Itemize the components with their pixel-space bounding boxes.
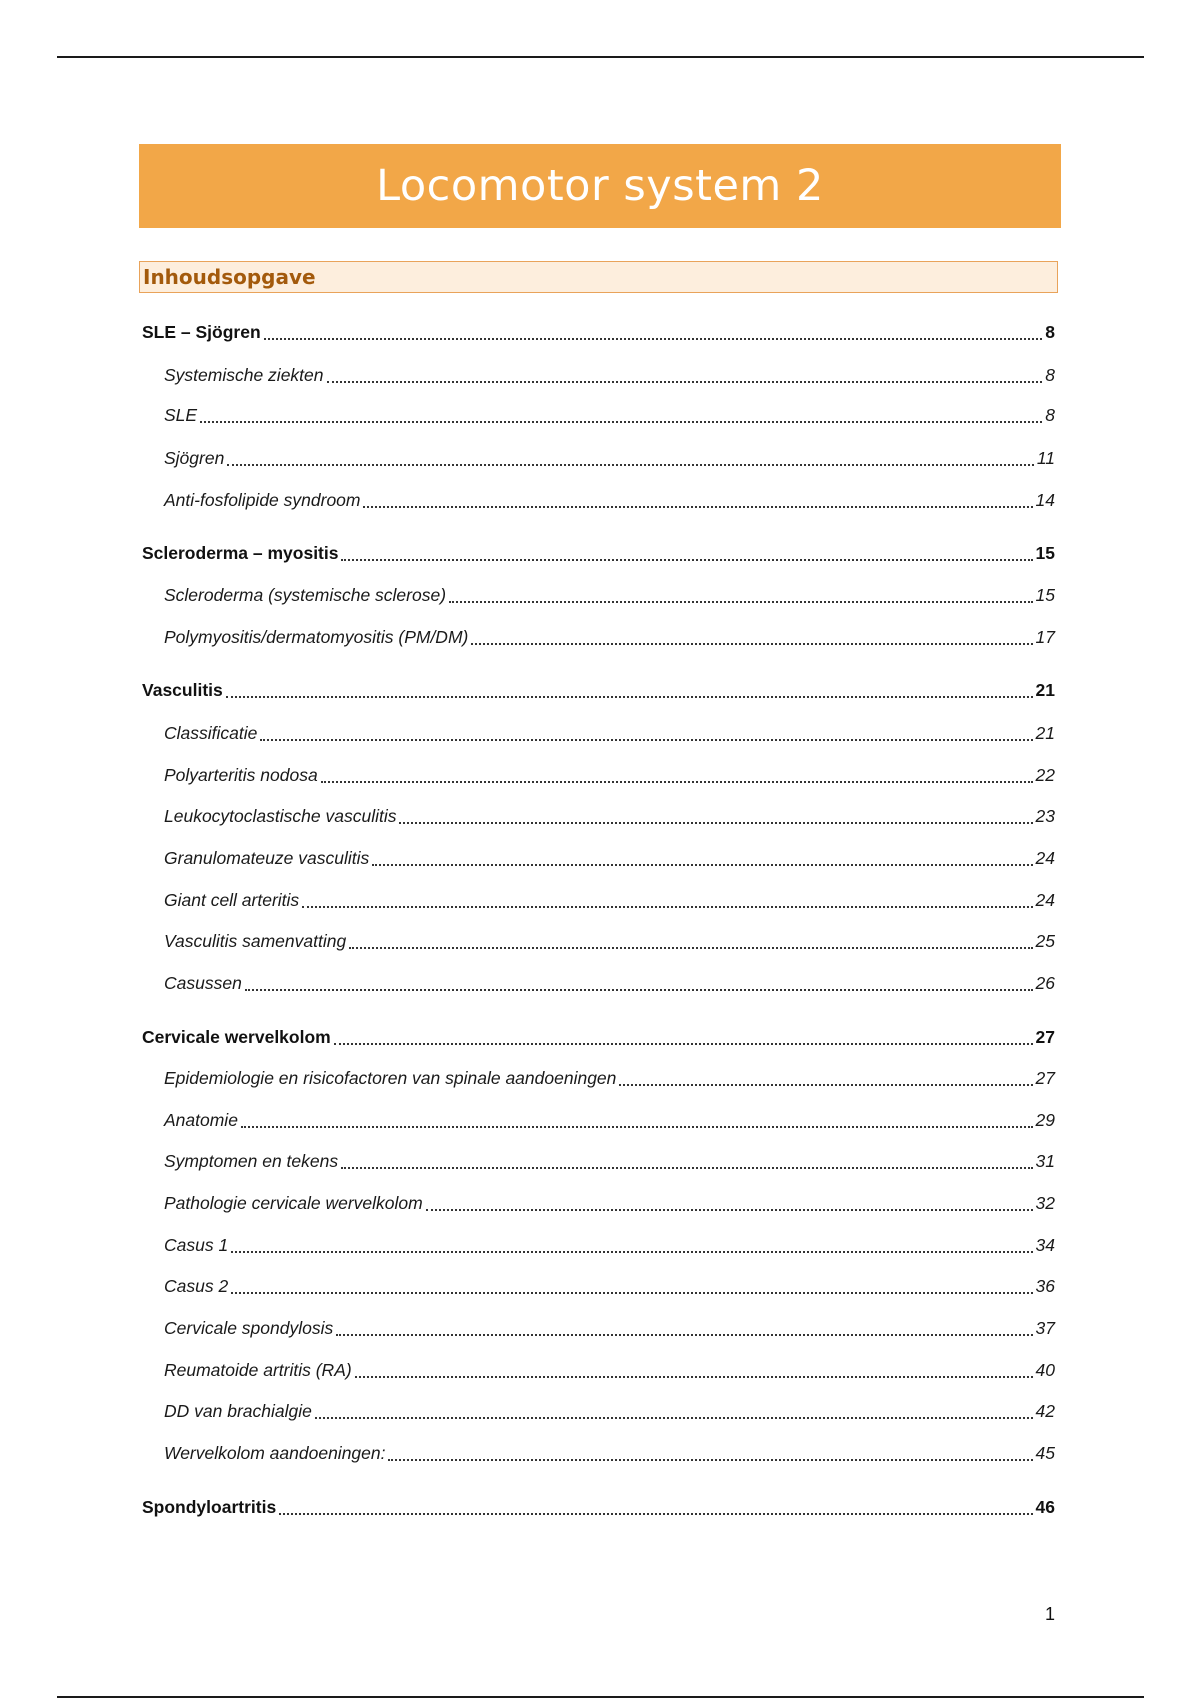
toc-entry-page: 40 bbox=[1035, 1360, 1055, 1380]
toc-section-link[interactable] bbox=[142, 1023, 1055, 1051]
toc-dot-leader bbox=[264, 338, 1043, 340]
toc-entry-page: 32 bbox=[1035, 1193, 1055, 1213]
toc-entry-page: 24 bbox=[1035, 890, 1055, 910]
toc-entry-label: Wervelkolom aandoeningen: bbox=[164, 1443, 386, 1463]
toc-entry-page: 15 bbox=[1035, 585, 1055, 605]
toc-dot-leader bbox=[449, 601, 1033, 603]
toc-entry-label: SLE – Sjögren bbox=[142, 322, 261, 342]
toc-subsection-link[interactable] bbox=[164, 761, 1055, 789]
toc-dot-leader bbox=[231, 1251, 1032, 1253]
toc-dot-leader bbox=[363, 506, 1032, 508]
toc-subsection-link[interactable] bbox=[164, 444, 1055, 472]
toc-entry-page: 45 bbox=[1035, 1443, 1055, 1463]
toc-entry-page: 27 bbox=[1035, 1027, 1055, 1047]
toc-dot-leader bbox=[245, 989, 1033, 991]
toc-entry-label: Casus 1 bbox=[164, 1235, 229, 1255]
toc-entry-page: 8 bbox=[1045, 365, 1055, 385]
toc-entry-page: 8 bbox=[1045, 322, 1055, 342]
toc-entry-label: Reumatoide artritis (RA) bbox=[164, 1360, 352, 1380]
toc-entry-label: Classificatie bbox=[164, 723, 258, 743]
toc-subsection-link[interactable] bbox=[164, 1147, 1055, 1175]
toc-entry-label: Systemische ziekten bbox=[164, 365, 324, 385]
toc-entry-label: Polyarteritis nodosa bbox=[164, 765, 318, 785]
toc-subsection-link[interactable] bbox=[164, 581, 1055, 609]
toc-subsection-link[interactable] bbox=[164, 1189, 1055, 1217]
toc-entry-label: SLE bbox=[164, 405, 198, 425]
toc-subsection-link[interactable] bbox=[164, 844, 1055, 872]
toc-dot-leader bbox=[260, 739, 1032, 741]
toc-dot-leader bbox=[279, 1513, 1032, 1515]
toc-entry-label: Cervicale spondylosis bbox=[164, 1318, 334, 1338]
toc-entry-label: Vasculitis samenvatting bbox=[164, 931, 347, 951]
toc-entry-page: 46 bbox=[1035, 1497, 1055, 1517]
toc-dot-leader bbox=[349, 947, 1032, 949]
toc-dot-leader bbox=[226, 696, 1033, 698]
toc-subsection-link[interactable] bbox=[164, 361, 1055, 389]
toc-subsection-link[interactable] bbox=[164, 486, 1055, 514]
toc-dot-leader bbox=[388, 1459, 1032, 1461]
toc-entry-label: Leukocytoclastische vasculitis bbox=[164, 806, 397, 826]
toc-dot-leader bbox=[302, 906, 1032, 908]
toc-entry-page: 24 bbox=[1035, 848, 1055, 868]
toc-subsection-link[interactable] bbox=[164, 802, 1055, 830]
toc-dot-leader bbox=[334, 1043, 1033, 1045]
toc-section-link[interactable] bbox=[142, 539, 1055, 567]
toc-entry-label: Spondyloartritis bbox=[142, 1497, 277, 1517]
toc-entry-label: Scleroderma – myositis bbox=[142, 543, 339, 563]
toc-subsection-link[interactable] bbox=[164, 1439, 1055, 1467]
toc-entry-page: 37 bbox=[1035, 1318, 1055, 1338]
toc-subsection-link[interactable] bbox=[164, 1106, 1055, 1134]
toc-dot-leader bbox=[336, 1334, 1032, 1336]
toc-entry-label: Cervicale wervelkolom bbox=[142, 1027, 331, 1047]
toc-entry-page: 21 bbox=[1035, 680, 1055, 700]
toc-subsection-link[interactable] bbox=[164, 719, 1055, 747]
toc-entry-page: 17 bbox=[1035, 627, 1055, 647]
toc-entry-page: 36 bbox=[1035, 1276, 1055, 1296]
toc-entry-label: Pathologie cervicale wervelkolom bbox=[164, 1193, 423, 1213]
toc-dot-leader bbox=[327, 381, 1043, 383]
toc-entry-page: 21 bbox=[1035, 723, 1055, 743]
toc-dot-leader bbox=[241, 1126, 1033, 1128]
toc-entry-page: 34 bbox=[1035, 1235, 1055, 1255]
toc-entry-page: 14 bbox=[1035, 490, 1055, 510]
toc-dot-leader bbox=[200, 421, 1042, 423]
toc-subsection-link[interactable] bbox=[164, 1314, 1055, 1342]
toc-dot-leader bbox=[471, 643, 1032, 645]
toc-dot-leader bbox=[426, 1209, 1033, 1211]
toc-section-link[interactable] bbox=[142, 1493, 1055, 1521]
toc-entry-page: 23 bbox=[1035, 806, 1055, 826]
toc-subsection-link[interactable] bbox=[164, 886, 1055, 914]
toc-entry-label: Symptomen en tekens bbox=[164, 1151, 339, 1171]
toc-entry-page: 8 bbox=[1045, 405, 1055, 425]
toc-entry-label: Vasculitis bbox=[142, 680, 223, 700]
toc-entry-page: 26 bbox=[1035, 973, 1055, 993]
toc-subsection-link[interactable] bbox=[164, 927, 1055, 955]
toc-entry-page: 25 bbox=[1035, 931, 1055, 951]
toc-subsection-link[interactable] bbox=[164, 1231, 1055, 1259]
toc-dot-leader bbox=[321, 781, 1033, 783]
toc-entry-label: Casussen bbox=[164, 973, 242, 993]
footer-rule bbox=[57, 1696, 1144, 1698]
toc-entry-label: DD van brachialgie bbox=[164, 1401, 312, 1421]
toc-entry-label: Anti-fosfolipide syndroom bbox=[164, 490, 361, 510]
toc-entry-label: Anatomie bbox=[164, 1110, 238, 1130]
toc-entry-label: Granulomateuze vasculitis bbox=[164, 848, 370, 868]
toc-dot-leader bbox=[341, 1167, 1032, 1169]
toc-entry-page: 22 bbox=[1035, 765, 1055, 785]
page-number: 1 bbox=[1044, 1604, 1055, 1624]
document-title: Locomotor system 2 bbox=[376, 161, 824, 211]
toc-heading: Inhoudsopgave bbox=[143, 265, 316, 289]
toc-entry-label: Scleroderma (systemische sclerose) bbox=[164, 585, 447, 605]
toc-entry-page: 31 bbox=[1035, 1151, 1055, 1171]
toc-entry-page: 29 bbox=[1035, 1110, 1055, 1130]
toc-subsection-link[interactable] bbox=[164, 401, 1055, 429]
toc-subsection-link[interactable] bbox=[164, 1064, 1055, 1092]
toc-entry-label: Polymyositis/dermatomyositis (PM/DM) bbox=[164, 627, 469, 647]
toc-subsection-link[interactable] bbox=[164, 969, 1055, 997]
toc-entry-page: 27 bbox=[1035, 1068, 1055, 1088]
toc-dot-leader bbox=[315, 1417, 1033, 1419]
toc-section-link[interactable] bbox=[142, 318, 1055, 346]
toc-dot-leader bbox=[341, 559, 1032, 561]
toc-dot-leader bbox=[399, 822, 1032, 824]
toc-entry-page: 42 bbox=[1035, 1401, 1055, 1421]
toc-entry-label: Epidemiologie en risicofactoren van spinale aandoeningen bbox=[164, 1068, 617, 1088]
toc-entry-label: Sjögren bbox=[164, 448, 225, 468]
toc-entry-label: Casus 2 bbox=[164, 1276, 229, 1296]
toc-entry-page: 15 bbox=[1035, 543, 1055, 563]
toc-entry-label: Giant cell arteritis bbox=[164, 890, 300, 910]
toc-subsection-link[interactable] bbox=[164, 1272, 1055, 1300]
toc-entry-page: 11 bbox=[1036, 448, 1055, 468]
toc-dot-leader bbox=[619, 1084, 1032, 1086]
toc-dot-leader bbox=[231, 1292, 1032, 1294]
toc-dot-leader bbox=[355, 1376, 1033, 1378]
toc-subsection-link[interactable] bbox=[164, 1356, 1055, 1384]
toc-subsection-link[interactable] bbox=[164, 1397, 1055, 1425]
toc-dot-leader bbox=[227, 464, 1034, 466]
toc-section-link[interactable] bbox=[142, 676, 1055, 704]
toc-dot-leader bbox=[372, 864, 1032, 866]
toc-subsection-link[interactable] bbox=[164, 623, 1055, 651]
